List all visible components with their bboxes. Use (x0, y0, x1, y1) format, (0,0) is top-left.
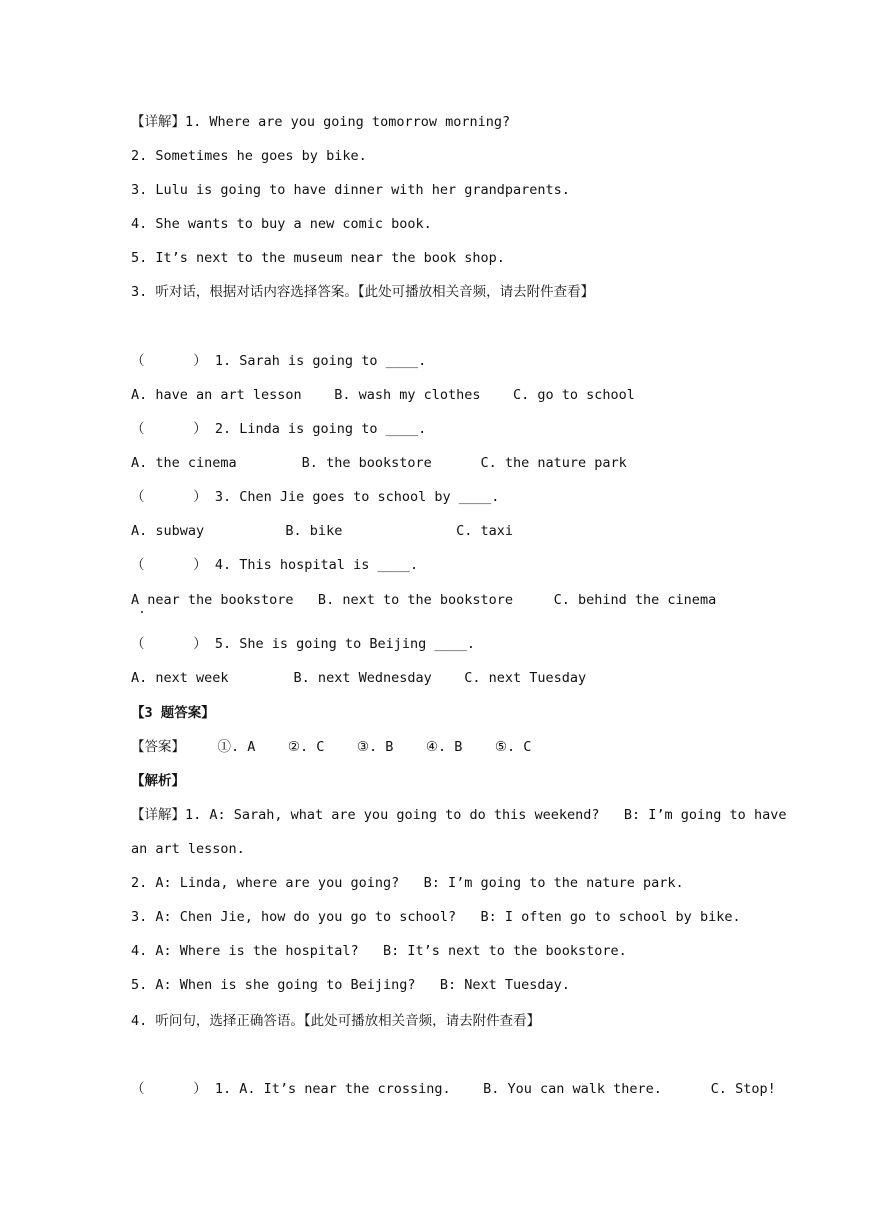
question-5: （ ） 5. She is going to Beijing ____. (131, 636, 475, 652)
question-3: （ ） 3. Chen Jie goes to school by ____. (131, 489, 500, 505)
answer-line: 【答案】 ①. A ②. C ③. B ④. B ⑤. C (131, 739, 532, 755)
analysis-line: 3. A: Chen Jie, how do you go to school? B: I often go to school by bike. (131, 909, 741, 925)
stray-dot (141, 611, 143, 613)
section3-heading: 3. 听对话，根据对话内容选择答案。【此处可播放相关音频，请去附件查看】 (131, 284, 595, 300)
section4-question-1: （ ） 1. A. It’s near the crossing. B. You can walk there. C. Stop! (131, 1081, 776, 1097)
analysis-line: 4. A: Where is the hospital? B: It’s next to the bookstore. (131, 943, 627, 959)
analysis-line: 2. A: Linda, where are you going? B: I’m going to the nature park. (131, 875, 684, 891)
detail-line: 2. Sometimes he goes by bike. (131, 148, 367, 164)
question-4-options: A near the bookstore B. next to the bookstore C. behind the cinema (131, 592, 717, 608)
detail-line: 5. It’s next to the museum near the book shop. (131, 250, 505, 266)
detail-line: 3. Lulu is going to have dinner with her grandparents. (131, 182, 570, 198)
question-1: （ ） 1. Sarah is going to ____. (131, 353, 427, 369)
detail-line: 4. She wants to buy a new comic book. (131, 216, 432, 232)
answer-title: 【3 题答案】 (131, 705, 215, 721)
analysis-title: 【解析】 (131, 773, 185, 789)
analysis-line: 5. A: When is she going to Beijing? B: Next Tuesday. (131, 977, 570, 993)
question-5-options: A. next week B. next Wednesday C. next Tuesday (131, 670, 587, 686)
section4-heading: 4. 听问句，选择正确答语。【此处可播放相关音频，请去附件查看】 (131, 1013, 541, 1029)
detail-line: 【详解】1. Where are you going tomorrow morning? (131, 114, 511, 130)
question-3-options: A. subway B. bike C. taxi (131, 523, 514, 539)
question-1-options: A. have an art lesson B. wash my clothes C. go to school (131, 387, 635, 403)
analysis-line: an art lesson. (131, 841, 245, 857)
question-2: （ ） 2. Linda is going to ____. (131, 421, 427, 437)
question-4: （ ） 4. This hospital is ____. (131, 557, 419, 573)
question-2-options: A. the cinema B. the bookstore C. the nature park (131, 455, 627, 471)
analysis-line: 【详解】1. A: Sarah, what are you going to do this weekend? B: I’m going to have (131, 807, 787, 823)
